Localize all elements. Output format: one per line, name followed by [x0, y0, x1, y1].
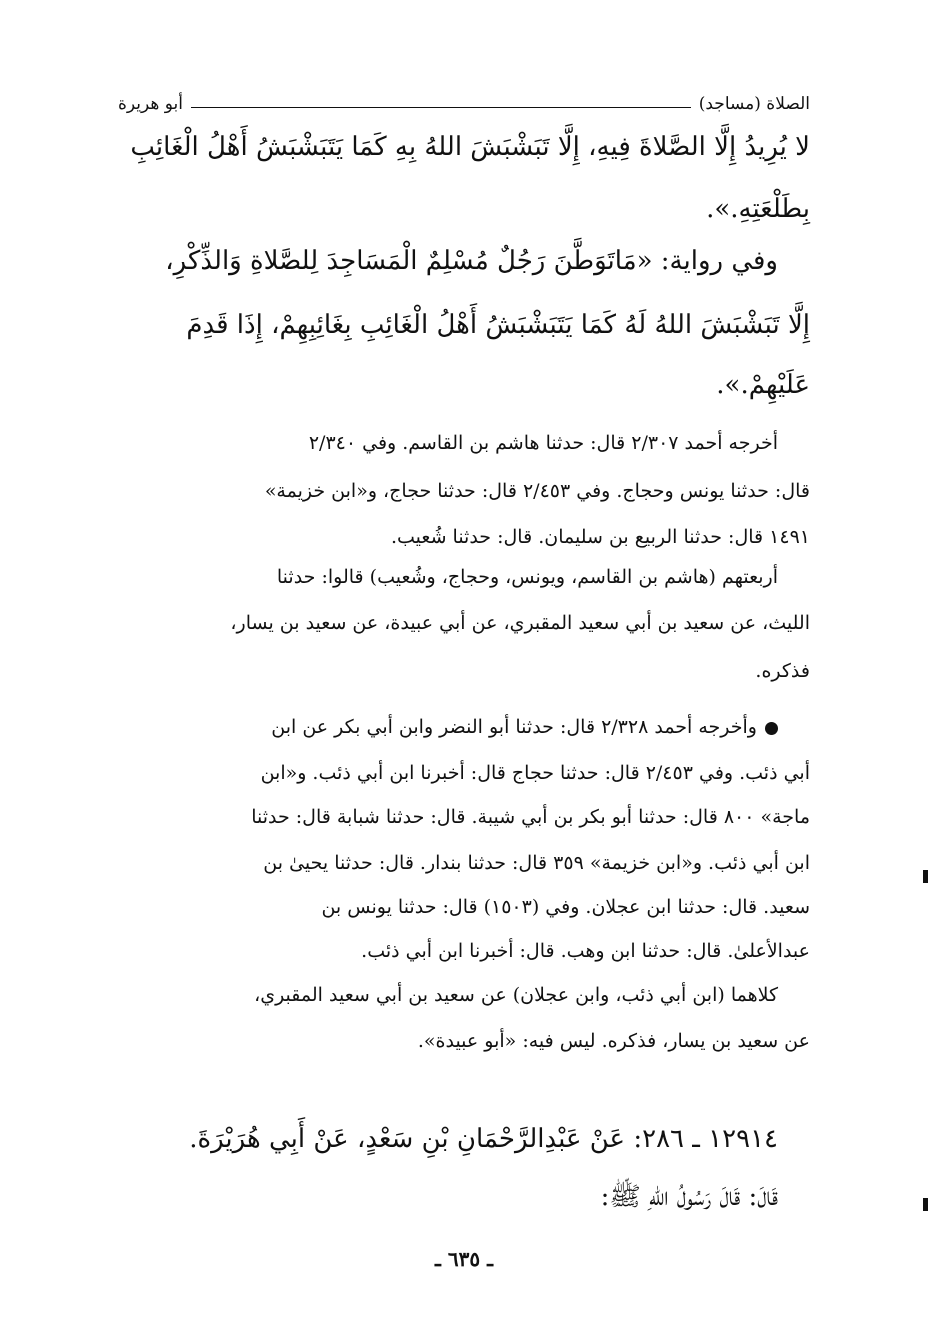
takhrij2-line-1-text: وأخرجه أحمد ٢/٣٢٨ قال: حدثنا أبو النضر وابن أبي بكر عن ابن [271, 716, 757, 738]
running-header [118, 90, 810, 114]
takhrij2-line-8: عن سعيد بن يسار، فذكره. ليس فيه: «أبو عبيدة». [417, 1030, 810, 1052]
page-number: ـ ٦٣٥ ـ [435, 1247, 493, 1271]
bullet-icon [765, 722, 778, 735]
takhrij2-line-4: ابن أبي ذئب. و«ابن خزيمة» ٣٥٩ قال: حدثنا بندار. قال: حدثنا يحيىٰ بن [263, 852, 810, 874]
hadith-text-line-5: عَلَيْهِمْ.». [716, 370, 810, 400]
takhrij2-line-1 [271, 716, 778, 738]
hadith-text-line-4: إِلَّا تَبَشْبَشَ اللهُ لَهُ كَمَا يَتَبَشْبَشُ أَهْلُ الْغَائِبِ بِغَائِبِهِمْ، إِذَا قَدِمَ [186, 310, 810, 340]
header-chapter-title: الصلاة (مساجد) [698, 94, 810, 114]
takhrij2-line-6: عبدالأعلىٰ. قال: حدثنا ابن وهب. قال: أخبرنا ابن أبي ذئب. [361, 940, 810, 962]
hadith-text-line-1: لا يُرِيدُ إِلَّا الصَّلاةَ فِيهِ، إِلَّا تَبَشْبَشَ اللهُ بِهِ كَمَا يَتَبَشْبَشُ أَهْلُ الْغَائِبِ [130, 132, 810, 162]
takhrij2-line-5: سعيد. قال: حدثنا ابن عجلان. وفي (١٥٠٣) قال: حدثنا يونس بن [321, 896, 810, 918]
takhrij-line-1: أخرجه أحمد ٢/٣٠٧ قال: حدثنا هاشم بن القاسم. وفي ٢/٣٤٠ [308, 432, 778, 454]
takhrij-line-3: ١٤٩١ قال: حدثنا الربيع بن سليمان. قال: حدثنا شُعيب. [390, 526, 810, 548]
takhrij-line-4: أربعتهم (هاشم بن القاسم، ويونس، وحجاج، وشُعيب) قالوا: حدثنا [276, 566, 778, 588]
hadith-intro: قَالَ: قَالَ رَسُولُ اللهِ ﷺ: [600, 1182, 778, 1212]
hadith-text-line-3: وفي رواية: «مَاتَوَطَّنَ رَجُلٌ مُسْلِمٌ الْمَسَاجِدَ لِلصَّلاةِ وَالذِّكْرِ، [165, 246, 778, 276]
hadith-text-line-2: بِطَلْعَتِهِ.». [706, 194, 810, 224]
takhrij2-line-3: ماجة» ٨٠٠ قال: حدثنا أبو بكر بن أبي شيبة. قال: حدثنا شبابة قال: حدثنا [251, 806, 810, 828]
takhrij2-line-7: كلاهما (ابن أبي ذئب، وابن عجلان) عن سعيد بن أبي سعيد المقبري، [254, 984, 778, 1006]
takhrij-line-5: الليث، عن سعيد بن أبي سعيد المقبري، عن أبي عبيدة، عن سعيد بن يسار، [230, 612, 810, 634]
page-edge-mark [923, 1198, 928, 1211]
header-rule [191, 107, 691, 108]
takhrij-line-2: قال: حدثنا يونس وحجاج. وفي ٢/٤٥٣ قال: حدثنا حجاج، و«ابن خزيمة» [264, 480, 810, 502]
hadith-heading: ١٢٩١٤ ـ ٢٨٦: عَنْ عَبْدِالرَّحْمَانِ بْنِ سَعْدٍ، عَنْ أَبِي هُرَيْرَةَ. [189, 1124, 778, 1154]
takhrij2-line-2: أبي ذئب. وفي ٢/٤٥٣ قال: حدثنا حجاج قال: أخبرنا ابن أبي ذئب. و«ابن [260, 762, 810, 784]
page-edge-mark [923, 870, 928, 883]
header-narrator-title: أبو هريرة [118, 94, 184, 114]
takhrij-line-6: فذكره. [755, 660, 810, 682]
